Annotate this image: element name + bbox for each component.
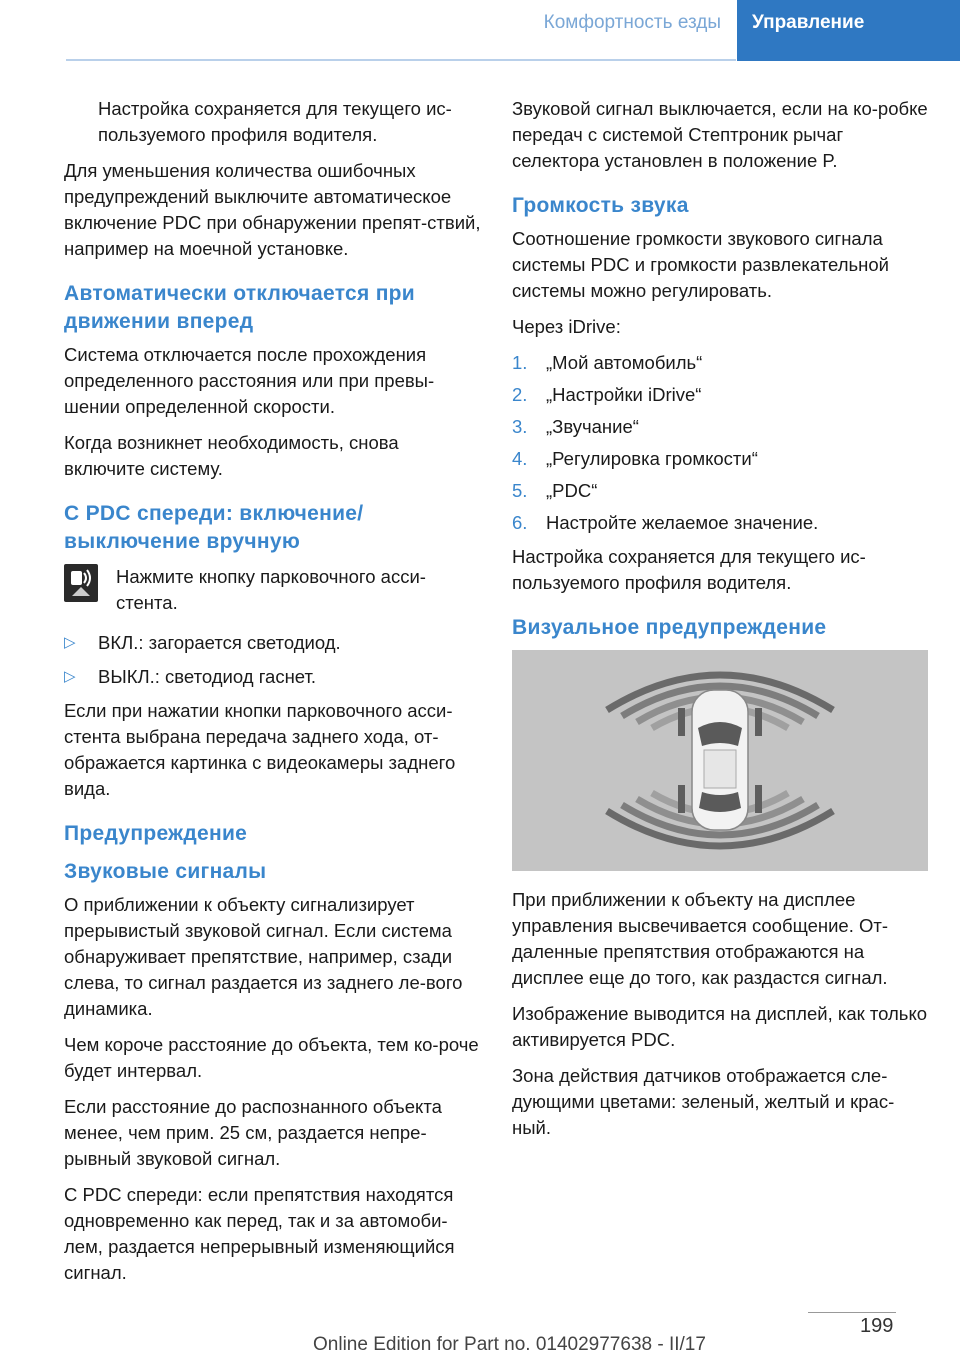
idrive-steps-list — [512, 350, 930, 536]
reverse-camera-paragraph: Если при нажатии кнопки парковочного асси-стента выбрана передача заднего хода, от-ображается картинка с видеокамеры заднего вида. — [64, 700, 456, 799]
header-section: Комфортность езды — [543, 12, 721, 33]
list-item: 5. „PDC“ — [512, 480, 598, 501]
steptronic-paragraph: Звуковой сигнал выключается, если на ко-робке передач с системой Стептроник рычаг селектора установлен в положение P. — [512, 98, 928, 171]
sound-paragraph-2: Чем короче расстояние до объекта, тем ко-роче будет интервал. — [64, 1034, 479, 1081]
triangle-bullet-icon: ▷ — [64, 634, 76, 651]
heading-visual-warning: Визуальное предупреждение — [512, 616, 827, 639]
heading-volume: Громкость звука — [512, 194, 689, 217]
bullet-on — [64, 630, 484, 656]
list-item: 6. Настройте желаемое значение. — [512, 512, 819, 533]
page-number: 199 — [860, 1315, 894, 1337]
bullet-off-text: ВЫКЛ.: светодиод гаснет. — [98, 666, 317, 687]
intro-paragraph: Настройка сохраняется для текущего ис-пользуемого профиля водителя. — [98, 98, 452, 145]
bullet-off — [64, 664, 484, 690]
left-column — [64, 96, 484, 1296]
visual-paragraph-2: Изображение выводится на дисплей, как только активируется PDC. — [512, 1003, 928, 1050]
list-item: 2. „Настройки iDrive“ — [512, 384, 702, 405]
bullet-on-text: ВКЛ.: загорается светодиод. — [98, 632, 341, 653]
via-idrive-paragraph: Через iDrive: — [512, 316, 621, 337]
saved-paragraph: Настройка сохраняется для текущего ис-пользуемого профиля водителя. — [512, 546, 866, 593]
visual-paragraph-3: Зона действия датчиков отображается сле-дующими цветами: зеленый, желтый и крас-ный. — [512, 1065, 895, 1138]
list-item: 1. „Мой автомобиль“ — [512, 352, 703, 373]
pdc-button-text: Нажмите кнопку парковочного асси-стента. — [116, 566, 426, 613]
list-item: 4. „Регулировка громкости“ — [512, 448, 758, 469]
reduce-warnings-paragraph: Для уменьшения количества ошибочных предупреждений выключите автоматическое включение PDC при обнаружении препят-ствий, например на моечной установке. — [64, 160, 481, 259]
reenable-paragraph: Когда возникнет необходимость, снова включите систему. — [64, 432, 399, 479]
pdc-button-instruction — [64, 564, 484, 616]
list-item: 3. „Звучание“ — [512, 416, 639, 437]
volume-paragraph: Соотношение громкости звукового сигнала системы PDC и громкости развлекательной системы можно регулировать. — [512, 228, 889, 301]
heading-sound-signals: Звуковые сигналы — [64, 860, 267, 883]
heading-manual: С PDC спереди: включение/выключение вручную — [64, 502, 364, 553]
parking-assistant-icon — [64, 564, 98, 602]
auto-off-paragraph: Система отключается после прохождения определенного расстояния или при превы-шении определенной скорости. — [64, 344, 435, 417]
right-column — [512, 96, 930, 1151]
footer-divider — [808, 1312, 896, 1313]
heading-auto-off: Автоматически отключается при движении вперед — [64, 282, 416, 333]
sound-paragraph-3: Если расстояние до распознанного объекта менее, чем прим. 25 см, раздается непре-рывный звуковой сигнал. — [64, 1096, 442, 1169]
triangle-bullet-icon: ▷ — [64, 668, 76, 685]
header-chapter: Управление — [737, 0, 960, 61]
visual-paragraph-1: При приближении к объекту на дисплее управления высвечивается сообщение. От-даленные препятствия отображаются на дисплее еще до того, как раздастся сигнал. — [512, 889, 889, 988]
header-divider — [66, 59, 736, 61]
sound-paragraph-4: С PDC спереди: если препятствия находятся одновременно как перед, так и за автомоби-лем, раздается непрерывный изменяющийся сигнал. — [64, 1184, 455, 1283]
edition-footer: Online Edition for Part no. 01402977638 - II/17 — [313, 1334, 706, 1355]
pdc-car-illustration — [512, 650, 928, 871]
heading-warning: Предупреждение — [64, 822, 248, 845]
sound-paragraph-1: О приближении к объекту сигнализирует прерывистый звуковой сигнал. Если система обнаруживает препятствие, например, сзади слева, то сигнал раздается из заднего ле-вого динамика. — [64, 894, 463, 1019]
